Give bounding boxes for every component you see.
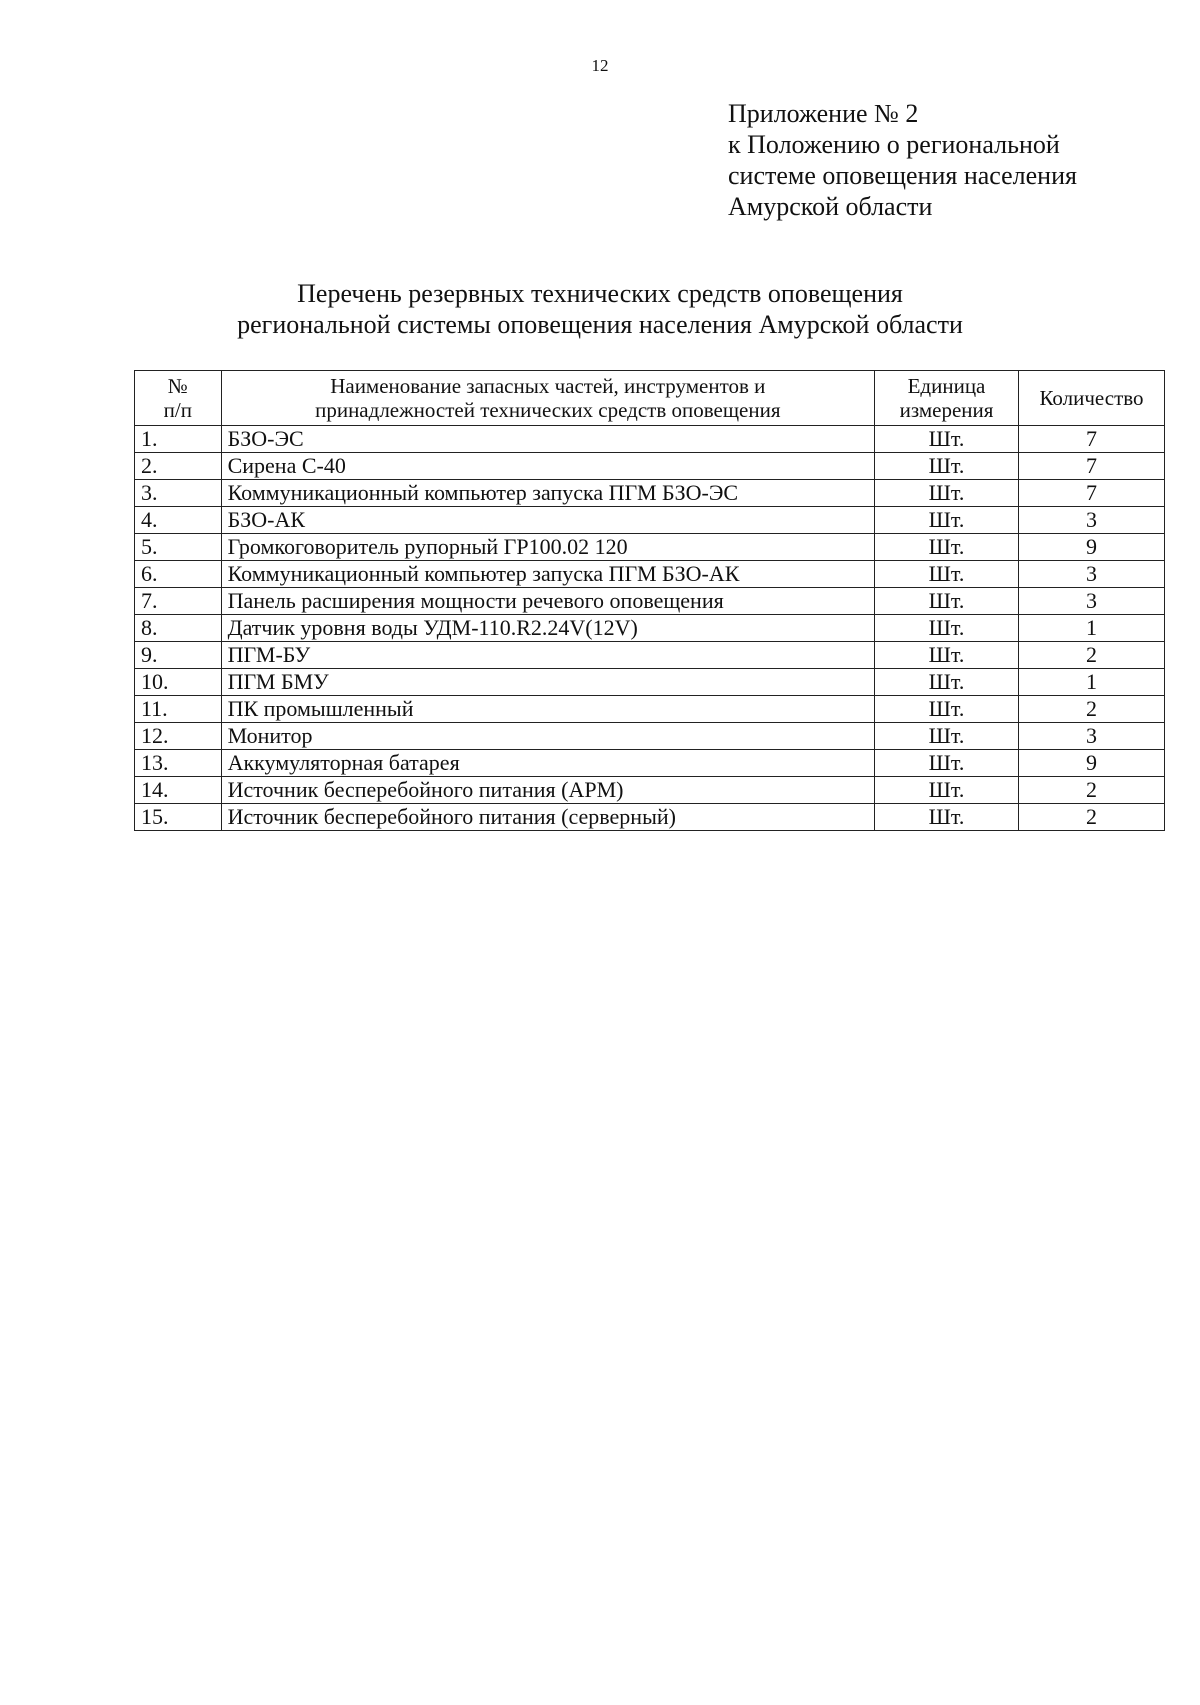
table-row — [135, 696, 1165, 723]
row-name: БЗО-ЭС — [221, 426, 874, 453]
row-unit: Шт. — [875, 507, 1019, 534]
table-row — [135, 723, 1165, 750]
table-row — [135, 534, 1165, 561]
row-quantity: 3 — [1018, 561, 1164, 588]
table-row — [135, 750, 1165, 777]
header-number — [135, 371, 222, 426]
row-unit: Шт. — [875, 669, 1019, 696]
table-row — [135, 615, 1165, 642]
row-number: 6. — [135, 561, 222, 588]
row-unit: Шт. — [875, 426, 1019, 453]
row-name: Датчик уровня воды УДМ-110.R2.24V(12V) — [221, 615, 874, 642]
row-number: 10. — [135, 669, 222, 696]
header-number-line-2: п/п — [163, 398, 192, 422]
row-quantity: 9 — [1018, 750, 1164, 777]
header-unit-line-1: Единица — [907, 374, 986, 398]
row-name: Аккумуляторная батарея — [221, 750, 874, 777]
row-number: 7. — [135, 588, 222, 615]
table-row — [135, 669, 1165, 696]
row-quantity: 3 — [1018, 723, 1164, 750]
appendix-line-1: Приложение № 2 — [728, 99, 919, 128]
document-title — [0, 278, 1200, 340]
row-quantity: 2 — [1018, 804, 1164, 831]
title-line-2: региональной системы оповещения населения Амурской области — [237, 310, 963, 339]
header-unit-line-2: измерения — [899, 398, 994, 422]
row-number: 9. — [135, 642, 222, 669]
appendix-line-4: Амурской области — [728, 192, 933, 221]
row-quantity: 3 — [1018, 588, 1164, 615]
row-number: 13. — [135, 750, 222, 777]
row-quantity: 1 — [1018, 669, 1164, 696]
table-body — [135, 426, 1165, 831]
row-unit: Шт. — [875, 480, 1019, 507]
header-name-line-2: принадлежностей технических средств оповещения — [315, 398, 781, 422]
row-unit: Шт. — [875, 615, 1019, 642]
table-row — [135, 480, 1165, 507]
row-number: 11. — [135, 696, 222, 723]
row-number: 12. — [135, 723, 222, 750]
row-quantity: 2 — [1018, 696, 1164, 723]
table-row — [135, 426, 1165, 453]
row-name: ПГМ БМУ — [221, 669, 874, 696]
row-quantity: 7 — [1018, 480, 1164, 507]
row-name: Монитор — [221, 723, 874, 750]
row-quantity: 2 — [1018, 642, 1164, 669]
row-name: Коммуникационный компьютер запуска ПГМ БЗО-ЭС — [221, 480, 874, 507]
header-name — [221, 371, 874, 426]
header-quantity: Количество — [1018, 371, 1164, 426]
row-unit: Шт. — [875, 642, 1019, 669]
equipment-table — [134, 370, 1165, 831]
row-name: БЗО-АК — [221, 507, 874, 534]
appendix-line-2: к Положению о региональной — [728, 130, 1060, 159]
table-row — [135, 453, 1165, 480]
table-row — [135, 642, 1165, 669]
row-number: 15. — [135, 804, 222, 831]
row-number: 5. — [135, 534, 222, 561]
row-name: Громкоговоритель рупорный ГР100.02 120 — [221, 534, 874, 561]
appendix-line-3: системе оповещения населения — [728, 161, 1077, 190]
header-number-line-1: № — [167, 374, 188, 398]
table-row — [135, 561, 1165, 588]
page-number: 12 — [591, 56, 609, 75]
row-name: Источник бесперебойного питания (серверный) — [221, 804, 874, 831]
table-row — [135, 804, 1165, 831]
row-number: 14. — [135, 777, 222, 804]
table-row — [135, 588, 1165, 615]
appendix-reference — [728, 98, 1077, 222]
row-unit: Шт. — [875, 804, 1019, 831]
row-quantity: 3 — [1018, 507, 1164, 534]
row-name: ПК промышленный — [221, 696, 874, 723]
row-quantity: 1 — [1018, 615, 1164, 642]
row-unit: Шт. — [875, 561, 1019, 588]
row-unit: Шт. — [875, 588, 1019, 615]
row-quantity: 2 — [1018, 777, 1164, 804]
row-unit: Шт. — [875, 750, 1019, 777]
row-number: 8. — [135, 615, 222, 642]
row-name: ПГМ-БУ — [221, 642, 874, 669]
row-number: 1. — [135, 426, 222, 453]
row-quantity: 9 — [1018, 534, 1164, 561]
table-row — [135, 507, 1165, 534]
title-line-1: Перечень резервных технических средств оповещения — [297, 279, 903, 308]
row-name: Сирена С-40 — [221, 453, 874, 480]
table-header-row — [135, 371, 1165, 426]
row-name: Коммуникационный компьютер запуска ПГМ БЗО-АК — [221, 561, 874, 588]
row-number: 2. — [135, 453, 222, 480]
row-name: Панель расширения мощности речевого оповещения — [221, 588, 874, 615]
row-unit: Шт. — [875, 723, 1019, 750]
row-unit: Шт. — [875, 777, 1019, 804]
row-unit: Шт. — [875, 696, 1019, 723]
row-quantity: 7 — [1018, 453, 1164, 480]
row-number: 3. — [135, 480, 222, 507]
table-row — [135, 777, 1165, 804]
row-unit: Шт. — [875, 534, 1019, 561]
header-unit — [875, 371, 1019, 426]
row-quantity: 7 — [1018, 426, 1164, 453]
row-name: Источник бесперебойного питания (АРМ) — [221, 777, 874, 804]
header-name-line-1: Наименование запасных частей, инструментов и — [330, 374, 766, 398]
row-unit: Шт. — [875, 453, 1019, 480]
row-number: 4. — [135, 507, 222, 534]
